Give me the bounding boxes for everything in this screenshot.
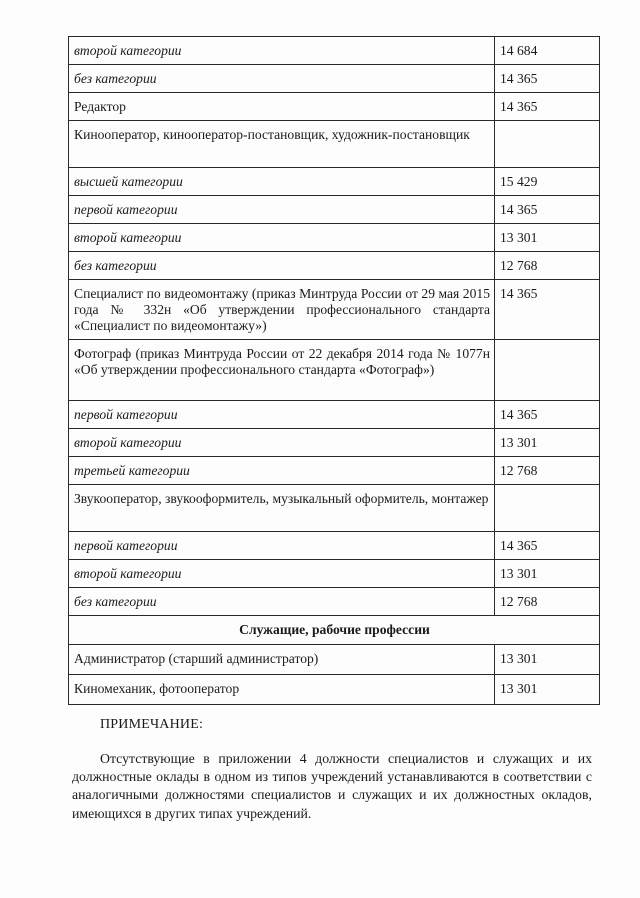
table-row bbox=[69, 401, 600, 429]
position-name: без категории bbox=[69, 252, 495, 280]
table-row bbox=[69, 37, 600, 65]
salary-value: 15 429 bbox=[495, 168, 600, 196]
table-row bbox=[69, 93, 600, 121]
position-name: Киномеханик, фотооператор bbox=[69, 675, 495, 705]
salary-value: 13 301 bbox=[495, 224, 600, 252]
salary-value: 14 365 bbox=[495, 196, 600, 224]
position-name: первой категории bbox=[69, 532, 495, 560]
table-row bbox=[69, 340, 600, 401]
salary-value: 13 301 bbox=[495, 560, 600, 588]
table-row bbox=[69, 457, 600, 485]
table-row bbox=[69, 560, 600, 588]
salary-value bbox=[495, 485, 600, 532]
salary-value: 13 301 bbox=[495, 429, 600, 457]
salary-value: 14 365 bbox=[495, 401, 600, 429]
note-title: ПРИМЕЧАНИЕ: bbox=[100, 717, 204, 732]
table-row bbox=[69, 532, 600, 560]
position-name: первой категории bbox=[69, 401, 495, 429]
position-name: второй категории bbox=[69, 37, 495, 65]
salary-value: 14 365 bbox=[495, 65, 600, 93]
position-name: Фотограф (приказ Минтруда России от 22 декабря 2014 года № 1077н «Об утверждении профессионального стандарта «Фотограф») bbox=[69, 340, 495, 401]
position-name: Специалист по видеомонтажу (приказ Минтруда России от 29 мая 2015 года № 332н «Об утверждении профессионального стандарта «Специалист по видеомонтажу») bbox=[69, 280, 495, 340]
salary-value: 12 768 bbox=[495, 457, 600, 485]
position-name: без категории bbox=[69, 65, 495, 93]
position-name: Кинооператор, кинооператор-постановщик, художник-постановщик bbox=[69, 121, 495, 168]
position-name: третьей категории bbox=[69, 457, 495, 485]
table-row bbox=[69, 196, 600, 224]
position-name: второй категории bbox=[69, 560, 495, 588]
salary-value: 14 365 bbox=[495, 532, 600, 560]
note-text: Отсутствующие в приложении 4 должности специалистов и служащих и их должностные оклады в одном из типов учреждений устанавливаются в соответствии с аналогичными должностями специалистов и служащих и их должностных окладов, имеющихся в других типах учреждений. bbox=[72, 751, 592, 821]
salary-value: 14 684 bbox=[495, 37, 600, 65]
table-row bbox=[69, 168, 600, 196]
salary-value: 13 301 bbox=[495, 645, 600, 675]
table-row bbox=[69, 645, 600, 675]
position-name: Редактор bbox=[69, 93, 495, 121]
salary-value: 13 301 bbox=[495, 675, 600, 705]
position-name: Администратор (старший администратор) bbox=[69, 645, 495, 675]
table-row bbox=[69, 429, 600, 457]
position-name: без категории bbox=[69, 588, 495, 616]
table-row bbox=[69, 224, 600, 252]
salary-table bbox=[68, 36, 600, 705]
salary-value: 14 365 bbox=[495, 280, 600, 340]
table-row bbox=[69, 280, 600, 340]
table-row bbox=[69, 588, 600, 616]
table-row bbox=[69, 121, 600, 168]
position-name: второй категории bbox=[69, 224, 495, 252]
position-name: Звукооператор, звукооформитель, музыкальный оформитель, монтажер bbox=[69, 485, 495, 532]
salary-value: 12 768 bbox=[495, 252, 600, 280]
position-name: первой категории bbox=[69, 196, 495, 224]
table-row bbox=[69, 485, 600, 532]
table-row bbox=[69, 675, 600, 705]
salary-value: 12 768 bbox=[495, 588, 600, 616]
position-name: второй категории bbox=[69, 429, 495, 457]
section-heading: Служащие, рабочие профессии bbox=[69, 616, 600, 645]
section-row bbox=[69, 616, 600, 645]
table-row bbox=[69, 252, 600, 280]
position-name: высшей категории bbox=[69, 168, 495, 196]
salary-value bbox=[495, 340, 600, 401]
salary-value bbox=[495, 121, 600, 168]
salary-value: 14 365 bbox=[495, 93, 600, 121]
table-row bbox=[69, 65, 600, 93]
